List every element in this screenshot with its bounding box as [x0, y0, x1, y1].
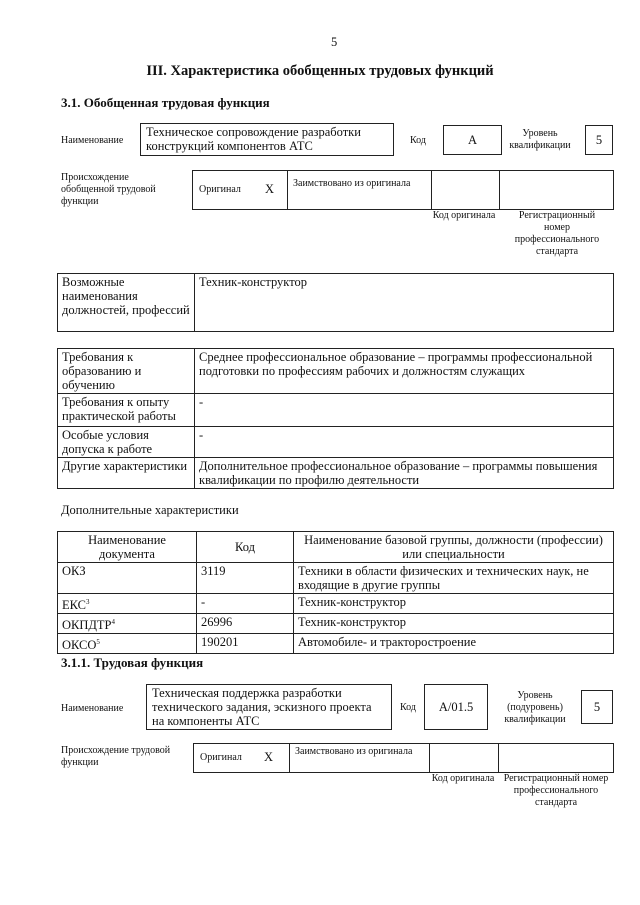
tf-level-label: Уровень (подуровень) квалификации — [504, 690, 566, 725]
requirement-row — [58, 458, 614, 489]
tf-code-orig-label: Код оригинала — [431, 773, 495, 784]
gtf-original-mark: X — [265, 182, 275, 196]
additional-col-code: Код — [197, 532, 294, 563]
tf-level-value: 5 — [581, 690, 613, 724]
gtf-heading: 3.1. Обобщенная трудовая функция — [61, 95, 270, 110]
requirement-value: - — [195, 394, 614, 427]
row-doc-footnote: 3 — [86, 598, 90, 606]
row-code: - — [197, 594, 294, 614]
gtf-origin-box — [192, 170, 614, 210]
gtf-code-orig-label: Код оригинала — [432, 210, 496, 221]
table-row — [58, 594, 614, 614]
gtf-code-value: A — [443, 125, 502, 155]
tf-code-label: Код — [400, 702, 416, 713]
tf-heading: 3.1.1. Трудовая функция — [61, 655, 204, 670]
gtf-name-label: Наименование — [61, 135, 124, 146]
gtf-origin-label: Происхождение обобщенной трудовой функции — [61, 172, 156, 207]
additional-col-name: Наименование базовой группы, должности (профессии) или специальности — [294, 532, 614, 563]
row-name: Техники в области физических и технических наук, не входящие в другие группы — [294, 563, 614, 594]
row-doc: ЕКС — [62, 598, 86, 613]
requirement-label: Особые условия допуска к работе — [58, 427, 195, 458]
tf-reg-num-label: Регистрационный номер профессионального стандарта — [503, 773, 609, 808]
gtf-name-value: Техническое сопровождение разработки конструкций компонентов АТС — [140, 123, 394, 156]
tf-origin-box — [193, 743, 614, 773]
gtf-original-label: Оригинал — [199, 184, 241, 195]
row-name: Техник-конструктор — [294, 614, 614, 634]
requirement-label: Другие характеристики — [58, 458, 195, 489]
table-row — [58, 634, 614, 654]
row-name: Автомобиле- и тракторостроение — [294, 634, 614, 654]
requirement-value: - — [195, 427, 614, 458]
tf-name-value: Техническая поддержка разработки технического задания, эскизного проекта на компоненты АТС — [146, 684, 392, 730]
positions-table — [57, 273, 614, 332]
requirement-value: Среднее профессиональное образование – программы профессиональной подготовки по профессиям рабочих и должностям служащих — [195, 349, 614, 394]
additional-heading: Дополнительные характеристики — [61, 503, 239, 517]
requirement-row — [58, 349, 614, 394]
tf-original-label: Оригинал — [200, 752, 242, 763]
gtf-code-label: Код — [410, 135, 426, 146]
additional-col-doc: Наименование документа — [58, 532, 197, 563]
row-doc: ОКСО — [62, 638, 97, 653]
gtf-level-value: 5 — [585, 125, 613, 155]
tf-borrowed-label: Заимствовано из оригинала — [295, 746, 413, 757]
gtf-level-label: Уровень квалификации — [509, 128, 571, 151]
section-title: III. Характеристика обобщенных трудовых функций — [146, 63, 494, 79]
tf-code-value: A/01.5 — [424, 684, 488, 730]
row-doc: ОКЗ — [62, 564, 86, 578]
tf-origin-label: Происхождение трудовой функции — [61, 745, 171, 768]
row-doc: ОКПДТР — [62, 618, 112, 633]
requirement-label: Требования к образованию и обучению — [58, 349, 195, 394]
row-code: 190201 — [197, 634, 294, 654]
requirements-table — [57, 348, 614, 489]
positions-value: Техник-конструктор — [195, 274, 614, 332]
row-doc-footnote: 5 — [96, 638, 100, 647]
requirement-label: Требования к опыту практической работы — [58, 394, 195, 427]
requirement-value: Дополнительное профессиональное образование – программы повышения квалификации по профилю деятельности — [195, 458, 614, 489]
table-row — [58, 614, 614, 634]
gtf-borrowed-label: Заимствовано из оригинала — [293, 178, 411, 189]
gtf-reg-num-label: Регистрационный номер профессионального стандарта — [514, 210, 600, 257]
requirement-row — [58, 427, 614, 458]
row-code: 3119 — [197, 563, 294, 594]
requirement-row — [58, 394, 614, 427]
tf-original-mark: X — [264, 750, 274, 764]
row-code: 26996 — [197, 614, 294, 634]
row-name: Техник-конструктор — [294, 594, 614, 614]
tf-name-label: Наименование — [61, 703, 124, 714]
table-row — [58, 563, 614, 594]
additional-header-row — [58, 532, 614, 563]
positions-label: Возможные наименования должностей, профессий — [58, 274, 195, 332]
row-doc-footnote: 4 — [111, 618, 116, 627]
additional-table — [57, 531, 614, 654]
page-number: 5 — [331, 35, 338, 49]
